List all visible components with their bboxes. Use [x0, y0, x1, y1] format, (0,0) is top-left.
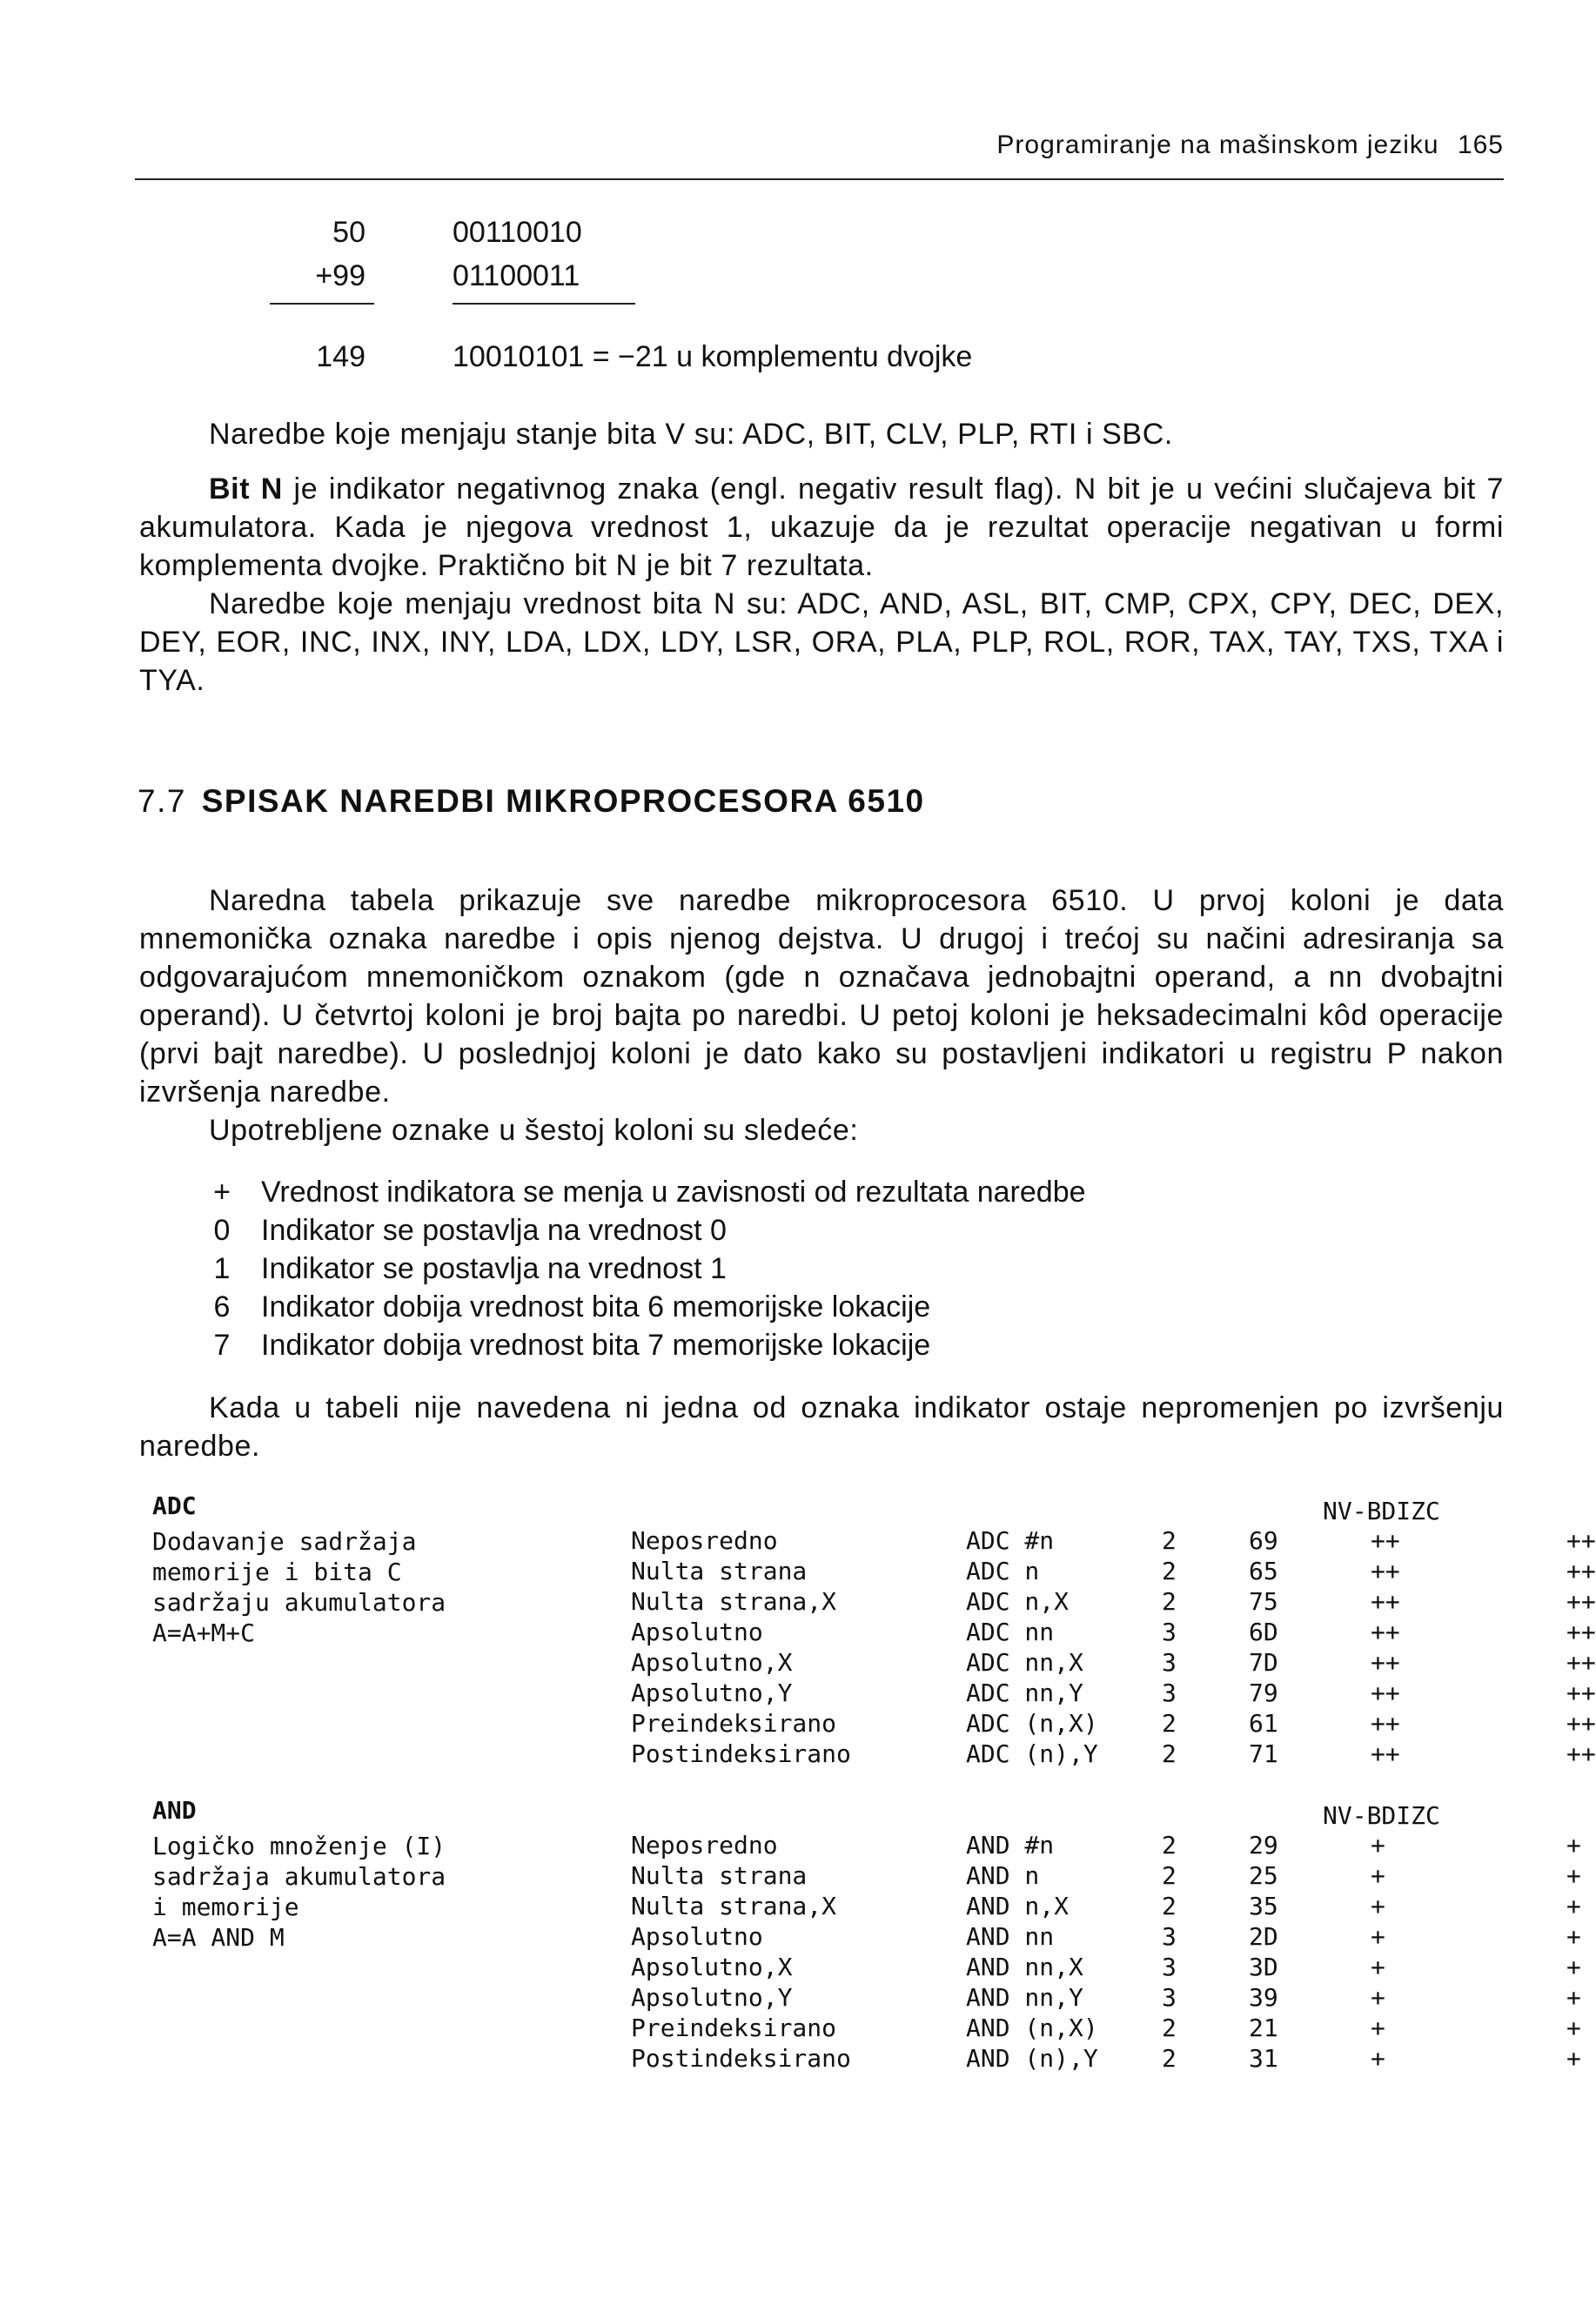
addressing-mode: Nulta strana	[631, 1557, 808, 1585]
addressing-mode: Neposredno	[631, 1526, 778, 1555]
legend-symbol: +	[213, 1176, 231, 1209]
arith-decimal: 50	[332, 216, 365, 249]
legend-text: Vrednost indikatora se menja u zavisnosti od rezultata naredbe	[261, 1176, 1086, 1209]
asm-syntax: AND nn	[966, 1922, 1055, 1951]
instruction-description	[152, 1526, 446, 1648]
v-flag-text: Naredbe koje menjaju stanje bita V su: ADC, BIT, CLV, PLP, RTI i SBC.	[209, 418, 1173, 451]
closing-paragraph	[139, 1389, 1504, 1465]
flag-nv: +	[1371, 1892, 1385, 1920]
arith-binary: 10010101 = −21 u komplementu dvojke	[453, 340, 973, 373]
flag-nv: +	[1371, 1983, 1385, 2012]
opcode: 21	[1249, 2014, 1278, 2042]
opcode: 7D	[1249, 1648, 1278, 1677]
asm-syntax: AND n	[966, 1861, 1040, 1890]
addressing-mode: Preindeksirano	[631, 2014, 837, 2042]
asm-syntax: ADC #n	[966, 1526, 1055, 1555]
instruction-block-adc	[152, 1491, 1596, 1779]
opcode: 79	[1249, 1679, 1278, 1707]
section-intro: Naredna tabela prikazuje sve naredbe mikroprocesora 6510. U prvoj koloni je data mnemonička oznaka naredbe i opis njenog dejstva. U drugoj i trećoj su načini adresiranja sa odgovarajućom mnemoničkom oznakom (gde n označava jednobajtni operand, a nn dvobajtni operand). U četvrtoj koloni je broj bajta po naredbi. U petoj koloni je heksadecimalni kôd operacije (prvi bajt naredbe). U poslednjoj koloni je dato kako su postavljeni indikatori u registru P nakon izvršenja naredbe.	[139, 884, 1504, 1109]
section-title: SPISAK NAREDBI MIKROPROCESORA 6510	[201, 783, 925, 819]
asm-syntax: ADC nn,Y	[966, 1679, 1083, 1707]
flag-zc: ++	[1566, 1587, 1596, 1616]
legend-text: Indikator dobija vrednost bita 6 memorijske lokacije	[261, 1290, 931, 1324]
table-row	[631, 1861, 1581, 1892]
arith-binary: 00110010	[453, 216, 582, 249]
byte-count: 2	[1162, 1709, 1177, 1738]
asm-syntax: ADC nn	[966, 1618, 1055, 1646]
flag-nv: ++	[1371, 1618, 1400, 1646]
byte-count: 2	[1162, 1739, 1177, 1768]
asm-syntax: AND (n),Y	[966, 2044, 1098, 2073]
byte-count: 3	[1162, 1648, 1177, 1677]
addressing-mode: Neposredno	[631, 1831, 778, 1860]
flag-zc: +	[1566, 1861, 1581, 1890]
flag-zc: +	[1566, 1922, 1581, 1951]
byte-count: 3	[1162, 1922, 1177, 1951]
legend-symbol: 1	[213, 1252, 231, 1285]
flag-zc: ++	[1566, 1648, 1596, 1677]
byte-count: 2	[1162, 1861, 1177, 1890]
addressing-mode: Nulta strana	[631, 1861, 808, 1890]
n-flag-description: je indikator negativnog znaka (engl. negativ result flag). N bit je u većini slučajeva bit 7 akumulatora. Kada je njegova vrednost 1, ukazuje da je rezultat operacije negativan u formi komplementa dvojke. Praktično bit N je bit 7 rezultata.	[139, 472, 1504, 582]
arith-decimal: +99	[315, 259, 365, 292]
flag-nv: ++	[1371, 1587, 1400, 1616]
opcode: 35	[1249, 1892, 1278, 1920]
flag-nv: +	[1371, 1922, 1385, 1951]
opcode: 69	[1249, 1526, 1278, 1555]
legend-symbol: 0	[213, 1214, 231, 1247]
instruction-description	[152, 1831, 446, 1953]
legend-text: Indikator se postavlja na vrednost 1	[261, 1252, 727, 1285]
addressing-mode: Apsolutno,X	[631, 1648, 793, 1677]
description-line: Dodavanje sadržaja	[152, 1527, 417, 1556]
flag-zc: +	[1566, 1831, 1581, 1860]
flags-header: NV-BDIZC	[1323, 1497, 1440, 1525]
section-number: 7.7	[137, 783, 186, 819]
legend-symbol: 6	[213, 1290, 231, 1324]
flag-zc: ++	[1566, 1709, 1596, 1738]
byte-count: 2	[1162, 1587, 1177, 1616]
description-line: sadržaju akumulatora	[152, 1588, 446, 1617]
addressing-mode: Nulta strana,X	[631, 1892, 837, 1920]
n-flag-instructions: Naredbe koje menjaju vrednost bita N su: ADC, AND, ASL, BIT, CMP, CPX, CPY, DEC, DEX, DEY, EOR, INC, INX, INY, LDA, LDX, LDY, LSR, ORA, PLA, PLP, ROL, ROR, TAX, TAY, TXS, TXA i TYA.	[139, 587, 1504, 697]
legend-text: Indikator se postavlja na vrednost 0	[261, 1214, 727, 1247]
opcode: 75	[1249, 1587, 1278, 1616]
flag-zc: ++	[1566, 1557, 1596, 1585]
asm-syntax: ADC nn,X	[966, 1648, 1083, 1677]
opcode: 61	[1249, 1709, 1278, 1738]
description-line: Logičko množenje (I)	[152, 1832, 446, 1860]
asm-syntax: AND (n,X)	[966, 2014, 1098, 2042]
n-flag-label: Bit N	[209, 472, 283, 506]
section-heading	[137, 783, 925, 820]
addressing-mode: Nulta strana,X	[631, 1587, 837, 1616]
closing-text: Kada u tabeli nije navedena ni jedna od oznaka indikator ostaje nepromenjen po izvršenju naredbe.	[139, 1391, 1504, 1463]
asm-syntax: ADC (n,X)	[966, 1709, 1098, 1738]
addressing-mode-rows	[631, 1526, 1596, 1770]
n-flag-text	[139, 470, 1504, 585]
addressing-mode: Postindeksirano	[631, 1739, 851, 1768]
table-row	[631, 2044, 1581, 2074]
byte-count: 2	[1162, 1892, 1177, 1920]
instruction-block-and	[152, 1796, 1581, 2083]
table-row	[631, 1648, 1596, 1679]
addressing-mode: Apsolutno,Y	[631, 1983, 793, 2012]
sum-underline-decimal	[270, 303, 374, 305]
table-row	[631, 1679, 1596, 1709]
description-line: i memorije	[152, 1893, 299, 1921]
arith-decimal: 149	[316, 340, 365, 373]
opcode: 6D	[1249, 1618, 1278, 1646]
table-row	[631, 2014, 1581, 2044]
byte-count: 3	[1162, 1953, 1177, 1981]
asm-syntax: AND nn,Y	[966, 1983, 1083, 2012]
flags-header: NV-BDIZC	[1323, 1801, 1440, 1830]
addressing-mode: Postindeksirano	[631, 2044, 851, 2073]
legend-symbol: 7	[213, 1329, 231, 1362]
table-row	[631, 1526, 1596, 1557]
byte-count: 3	[1162, 1983, 1177, 2012]
arith-binary: 01100011	[453, 259, 580, 292]
asm-syntax: AND nn,X	[966, 1953, 1083, 1981]
asm-syntax: AND #n	[966, 1831, 1055, 1860]
table-row	[631, 1953, 1581, 1983]
asm-syntax: AND n,X	[966, 1892, 1070, 1920]
description-line: memorije i bita C	[152, 1558, 402, 1586]
opcode: 65	[1249, 1557, 1278, 1585]
table-row	[631, 1557, 1596, 1587]
opcode: 25	[1249, 1861, 1278, 1890]
addressing-mode-rows	[631, 1831, 1581, 2074]
header-rule	[135, 178, 1504, 180]
addressing-mode: Apsolutno	[631, 1922, 763, 1951]
flag-zc: ++	[1566, 1618, 1596, 1646]
n-flag-paragraph	[139, 470, 1504, 700]
opcode: 3D	[1249, 1953, 1278, 1981]
description-line: A=A+M+C	[152, 1618, 256, 1647]
flag-zc: ++	[1566, 1739, 1596, 1768]
flag-nv: ++	[1371, 1739, 1400, 1768]
table-row	[631, 1618, 1596, 1648]
table-row	[631, 1831, 1581, 1861]
byte-count: 2	[1162, 2044, 1177, 2073]
flag-nv: ++	[1371, 1526, 1400, 1555]
table-row	[631, 1892, 1581, 1922]
flag-zc: +	[1566, 1953, 1581, 1981]
flag-zc: +	[1566, 1983, 1581, 2012]
byte-count: 2	[1162, 2014, 1177, 2042]
page-number: 165	[1457, 131, 1504, 159]
legend-intro: Upotrebljene oznake u šestoj koloni su sledeće:	[209, 1114, 859, 1147]
running-header	[957, 131, 1504, 160]
sum-underline-binary	[453, 303, 635, 305]
flag-nv: ++	[1371, 1648, 1400, 1677]
asm-syntax: ADC n	[966, 1557, 1040, 1585]
addressing-mode: Apsolutno	[631, 1618, 763, 1646]
table-row	[631, 1739, 1596, 1770]
byte-count: 2	[1162, 1831, 1177, 1860]
legend-text: Indikator dobija vrednost bita 7 memorijske lokacije	[261, 1329, 931, 1362]
opcode: 71	[1249, 1739, 1278, 1768]
flag-zc: +	[1566, 2014, 1581, 2042]
table-row	[631, 1709, 1596, 1739]
byte-count: 2	[1162, 1557, 1177, 1585]
flag-nv: +	[1371, 2044, 1385, 2073]
flag-nv: ++	[1371, 1679, 1400, 1707]
byte-count: 2	[1162, 1526, 1177, 1555]
header-title: Programiranje na mašinskom jeziku	[996, 131, 1439, 159]
opcode: 2D	[1249, 1922, 1278, 1951]
addressing-mode: Preindeksirano	[631, 1709, 837, 1738]
flag-zc: +	[1566, 2044, 1581, 2073]
table-row	[631, 1922, 1581, 1953]
byte-count: 3	[1162, 1679, 1177, 1707]
asm-syntax: ADC (n),Y	[966, 1739, 1098, 1768]
description-line: sadržaja akumulatora	[152, 1862, 446, 1891]
flag-nv: +	[1371, 1861, 1385, 1890]
flag-nv: ++	[1371, 1557, 1400, 1585]
asm-syntax: ADC n,X	[966, 1587, 1070, 1616]
flag-nv: ++	[1371, 1709, 1400, 1738]
opcode: 29	[1249, 1831, 1278, 1860]
addressing-mode: Apsolutno,Y	[631, 1679, 793, 1707]
v-flag-paragraph	[139, 415, 1504, 453]
description-line: A=A AND M	[152, 1923, 285, 1952]
byte-count: 3	[1162, 1618, 1177, 1646]
opcode: 39	[1249, 1983, 1278, 2012]
section-intro-paragraph	[139, 881, 1504, 1149]
table-row	[631, 1587, 1596, 1618]
opcode: 31	[1249, 2044, 1278, 2073]
instruction-mnemonic: ADC	[152, 1491, 197, 1520]
flag-nv: +	[1371, 1831, 1385, 1860]
flag-nv: +	[1371, 2014, 1385, 2042]
flag-zc: ++	[1566, 1679, 1596, 1707]
flag-zc: +	[1566, 1892, 1581, 1920]
table-row	[631, 1983, 1581, 2014]
instruction-mnemonic: AND	[152, 1796, 197, 1825]
flag-nv: +	[1371, 1953, 1385, 1981]
flag-zc: ++	[1566, 1526, 1596, 1555]
addressing-mode: Apsolutno,X	[631, 1953, 793, 1981]
